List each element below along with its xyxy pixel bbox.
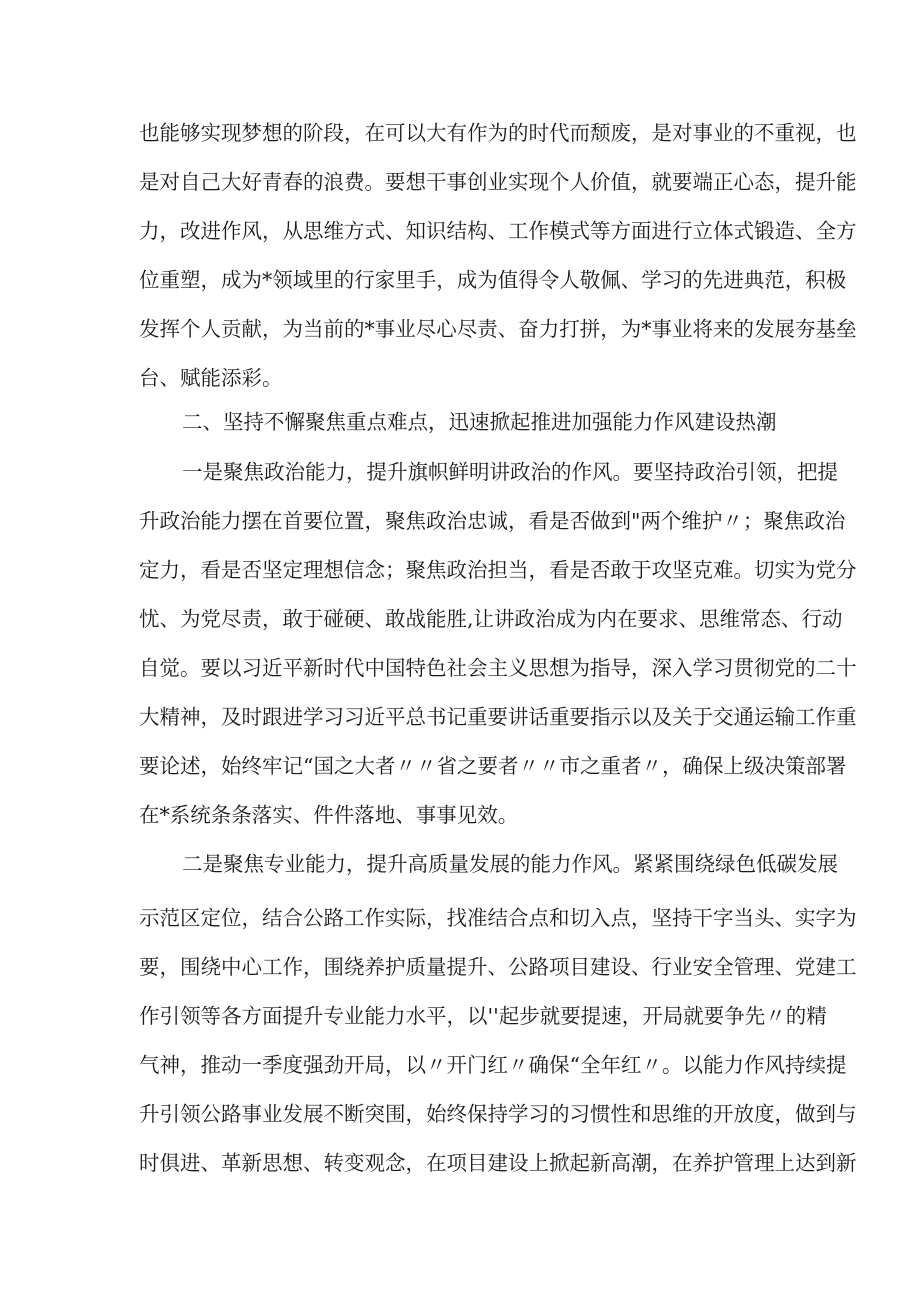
paragraph-1-line-6: 台、赋能添彩。	[139, 366, 283, 390]
paragraph-1-line-4: 位重塑，成为*领域里的行家里手，成为值得令人敬佩、学习的先进典范，积极	[139, 268, 847, 292]
paragraph-3-line-7: 时俱进、革新思想、转变观念，在项目建设上掀起新高潮，在养护管理上达到新	[139, 1151, 857, 1175]
paragraph-1-line-2: 是对自己大好青春的浪费。要想干事创业实现个人价值，就要端正心态，提升能	[139, 170, 857, 194]
paragraph-2-line-5: 自觉。要以习近平新时代中国特色社会主义思想为指导，深入学习贯彻党的二十	[139, 656, 857, 680]
paragraph-2-line-8: 在*系统条条落实、件件落地、事事见效。	[139, 803, 519, 827]
paragraph-3-line-6: 升引领公路事业发展不断突围，始终保持学习的习惯性和思维的开放度，做到与	[139, 1102, 857, 1126]
paragraph-1-line-3: 力，改进作风，从思维方式、知识结构、工作模式等方面进行立体式锻造、全方	[139, 219, 857, 243]
paragraph-2-line-4: 忧、为党尽责，敢于碰硬、敢战能胜,让讲政治成为内在要求、思维常态、行动	[139, 607, 843, 631]
paragraph-2-line-2: 升政治能力摆在首要位置，聚焦政治忠诚，看是否做到"两个维护〃；聚焦政治	[139, 509, 846, 533]
paragraph-3-line-4: 作引领等各方面提升专业能力水平，以''起步就要提速，开局就要争先〃的精	[139, 1004, 827, 1028]
paragraph-2-line-6: 大精神，及时跟进学习习近平总书记重要讲话重要指示以及关于交通运输工作重	[139, 705, 857, 729]
paragraph-2-line-1: 一是聚焦政治能力，提升旗帜鲜明讲政治的作风。要坚持政治引领，把提	[182, 460, 838, 484]
paragraph-3-line-3: 要，围绕中心工作，围绕养护质量提升、公路项目建设、行业安全管理、党建工	[139, 955, 857, 979]
paragraph-2-line-3: 定力，看是否坚定理想信念；聚焦政治担当，看是否敢于攻坚克难。切实为党分	[139, 558, 857, 582]
paragraph-3-line-1: 二是聚焦专业能力，提升高质量发展的能力作风。紧紧围绕绿色低碳发展	[182, 852, 838, 876]
section-heading: 二、坚持不懈聚焦重点难点，迅速掀起推进加强能力作风建设热潮	[182, 410, 777, 434]
paragraph-2-line-7: 要论述，始终牢记“国之大者〃〃省之要者〃〃市之重者〃，确保上级决策部署	[139, 754, 847, 778]
paragraph-1-line-1: 也能够实现梦想的阶段，在可以大有作为的时代而颓废，是对事业的不重视，也	[139, 121, 857, 145]
paragraph-3-line-5: 气神，推动一季度强劲开局，以〃开门红〃确保“全年红〃。以能力作风持续提	[139, 1053, 847, 1077]
paragraph-1-line-5: 发挥个人贡献，为当前的*事业尽心尽责、奋力打拼，为*事业将来的发展夯基垒	[139, 317, 857, 341]
paragraph-3-line-2: 示范区定位，结合公路工作实际，找准结合点和切入点，坚持干字当头、实字为	[139, 906, 857, 930]
